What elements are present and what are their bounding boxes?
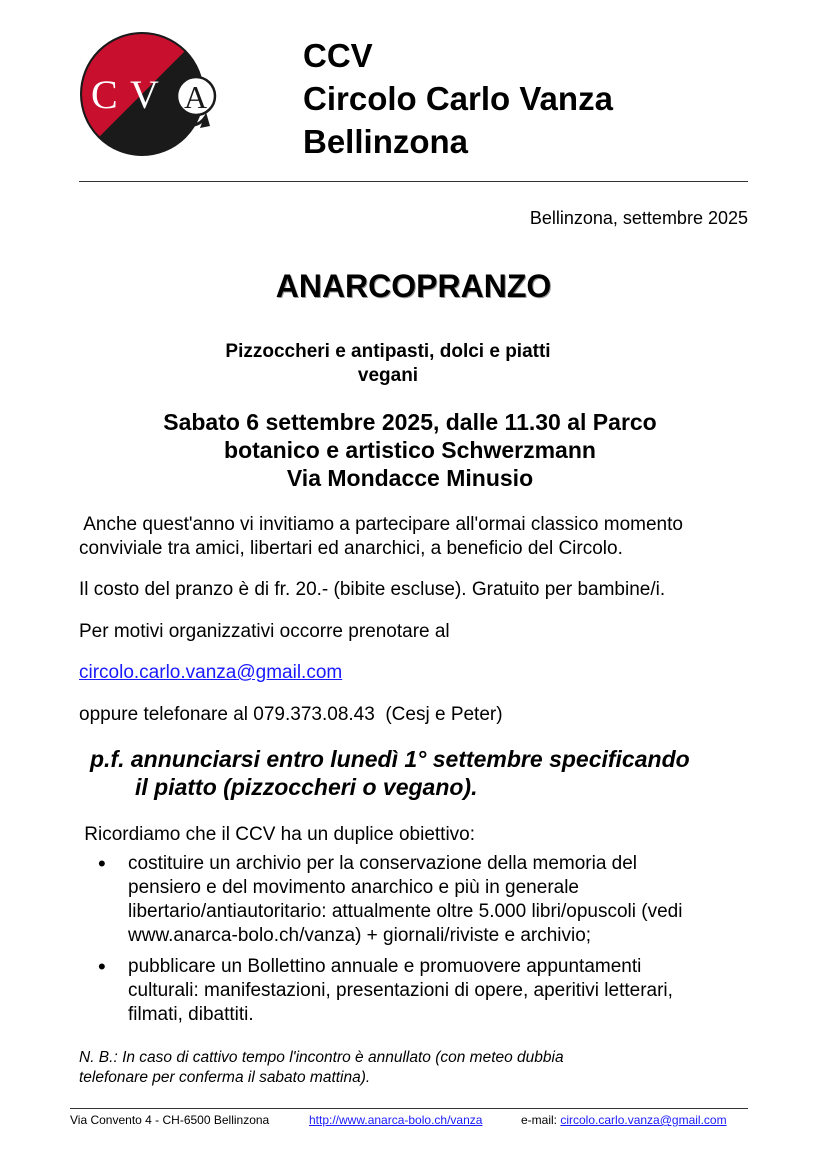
email-link[interactable]: circolo.carlo.vanza@gmail.com	[79, 662, 343, 683]
footer-website-link[interactable]: http://www.anarca-bolo.ch/vanza	[309, 1113, 483, 1127]
list-item-line: pubblicare un Bollettino annuale e promuovere appuntamenti	[128, 956, 642, 977]
svg-text:A: A	[184, 79, 208, 115]
objectives-list	[98, 852, 758, 1034]
bullet-icon: •	[98, 851, 106, 876]
list-item-line: culturali: manifestazioni, presentazioni di opere, aperitivi letterari,	[128, 980, 673, 1001]
email-paragraph	[79, 661, 769, 685]
note-line-2: telefonare per conferma il sabato mattina).	[79, 1069, 371, 1086]
list-item	[98, 955, 758, 1027]
svg-text:V: V	[130, 72, 159, 117]
list-item-line: costituire un archivio per la conservazione della memoria del	[128, 853, 638, 874]
event-line-2: botanico e artistico Schwerzmann	[224, 437, 596, 463]
intro-paragraph	[79, 513, 769, 561]
notice-line-2: il piatto (pizzoccheri o vegano).	[135, 774, 478, 800]
footer-email	[521, 1113, 727, 1127]
signup-notice	[90, 745, 770, 801]
intro-line-1: Anche quest'anno vi invitiamo a partecipare all'ormai classico momento	[79, 514, 683, 535]
event-line-1: Sabato 6 settembre 2025, dalle 11.30 al Parco	[163, 409, 657, 435]
list-item-line: libertario/antiautoritario: attualmente oltre 5.000 libri/opuscoli (vedi	[128, 901, 683, 922]
cva-logo	[78, 30, 224, 158]
letter-date: Bellinzona, settembre 2025	[529, 208, 748, 228]
list-item	[98, 852, 758, 948]
cost-paragraph: Il costo del pranzo è di fr. 20.- (bibite escluse). Gratuito per bambine/i.	[79, 579, 666, 600]
org-header	[303, 34, 613, 163]
intro-line-2: conviviale tra amici, libertari ed anarchici, a beneficio del Circolo.	[79, 538, 623, 559]
footer-address: Via Convento 4 - CH-6500 Bellinzona	[70, 1113, 270, 1127]
list-item-line: www.anarca-bolo.ch/vanza) + giornali/riviste e archivio;	[128, 925, 592, 946]
header-divider	[79, 181, 748, 182]
event-title: ANARCOPRANZO	[275, 268, 552, 304]
footer-email-label: e-mail:	[521, 1113, 561, 1127]
list-item-line: filmati, dibattiti.	[128, 1004, 254, 1025]
weather-note	[79, 1048, 679, 1088]
org-abbrev: CCV	[303, 37, 373, 74]
org-city: Bellinzona	[303, 123, 469, 160]
list-item-line: pensiero e del movimento anarchico e più in generale	[128, 877, 579, 898]
event-details	[0, 408, 820, 492]
reservation-paragraph: Per motivi organizzativi occorre prenotare al	[79, 621, 450, 642]
notice-line-1: p.f. annunciarsi entro lunedì 1° settembre specificando	[90, 746, 690, 772]
phone-paragraph: oppure telefonare al 079.373.08.43 (Cesj e Peter)	[79, 704, 503, 725]
menu-subtitle	[0, 340, 776, 388]
note-line-1: N. B.: In caso di cattivo tempo l'incontro è annullato (con meteo dubbia	[79, 1049, 564, 1066]
objectives-intro: Ricordiamo che il CCV ha un duplice obiettivo:	[79, 824, 476, 845]
footer-divider	[70, 1108, 748, 1109]
event-line-3: Via Mondacce Minusio	[286, 465, 534, 491]
bullet-icon: •	[98, 954, 106, 979]
org-name: Circolo Carlo Vanza	[303, 80, 613, 117]
footer-email-link[interactable]: circolo.carlo.vanza@gmail.com	[560, 1113, 727, 1127]
subtitle-line-2: vegani	[357, 365, 419, 386]
subtitle-line-1: Pizzoccheri e antipasti, dolci e piatti	[225, 341, 551, 362]
svg-text:C: C	[91, 72, 118, 117]
